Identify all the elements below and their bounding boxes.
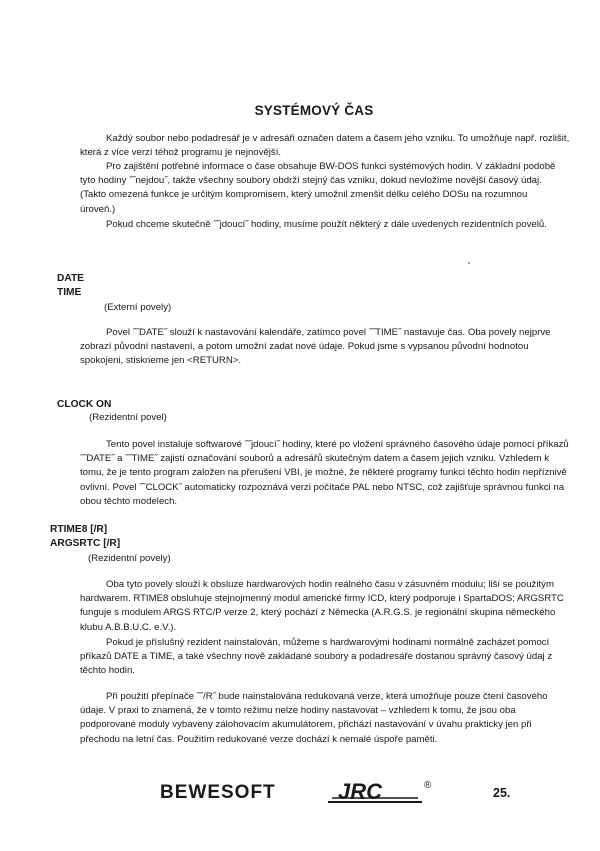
page-title: SYSTÉMOVÝ ČAS bbox=[254, 103, 374, 118]
jrc-logo-mark bbox=[326, 777, 436, 809]
jrc-logo-text: JRC bbox=[338, 779, 383, 804]
page-number: 25. bbox=[493, 786, 511, 800]
section-heading-argsrtc: ARGSRTC [/R] bbox=[50, 538, 121, 549]
section-note-resident-plural: (Rezidentní povely) bbox=[88, 553, 171, 564]
intro-paragraph-3: Pokud chceme skutečně ˝˝jdoucí˝ hodiny, musíme použít některý z dále uvedených rezidentních povelů. bbox=[106, 219, 547, 230]
section-note-resident: (Rezidentní povel) bbox=[89, 412, 167, 423]
clock-on-paragraph: Tento povel instaluje softwarové ˝˝jdoucí˝ hodiny, které po vložení správného časového údaje pomocí příkazů ˝˝DATE˝ a ˝˝TIME˝ zajistí označování souborů a adresářů skutečným datem a časem jejich vzniku. Vzhledem k tomu, že je tento program založen na přerušení VBI, je možné, že některé programy funkci těchto hodin nepříznivě ovlivní. Povel ˝˝CLOCK˝ automaticky rozpoznává verzi počítače PAL nebo NTSC, což zajišťuje správnou funkci na obou těchto modelech. bbox=[80, 439, 569, 507]
jrc-logo bbox=[326, 777, 436, 809]
date-time-paragraph: Povel ˝˝DATE˝ slouží k nastavování kalendáře, zatímco povel ˝˝TIME˝ nastavuje čas. Oba povely nejprve zobrazí původní nastavení, a potom umožní zadat nové údaje. Pokud jsme s vypsanou původní hodnotou spokojeni, stiskneme jen <RETURN>. bbox=[80, 327, 551, 367]
section-heading-clock-on: CLOCK ON bbox=[57, 399, 112, 410]
rtime-paragraph-2: Pokud je příslušný rezident nainstalován, můžeme s hardwarovými hodinami normálně zacházet pomocí příkazů DATE a TIME, a také všechny nově zakládané soubory a podadresáře dostanou správný časový údaj z těchto hodin. bbox=[80, 637, 553, 677]
bewesoft-logo: BEWESOFT bbox=[160, 782, 276, 803]
section-heading-time: TIME bbox=[57, 287, 82, 298]
intro-paragraph-1: Každý soubor nebo podadresář je v adresáři označen datem a časem jeho vzniku. To umožňuje např. rozlišit, která z více verzí téhož programu je nejnovější. bbox=[80, 133, 570, 159]
section-heading-rtime8: RTIME8 [/R] bbox=[50, 524, 108, 535]
scan-speck bbox=[468, 262, 470, 264]
rtime-paragraph-3: Při použití přepínače ˝˝/R˝ bude nainstalována redukovaná verze, která umožňuje pouze čtení časového údaje. V praxi to znamená, že v tomto režimu nelze hodiny nastavovat – vzhledem k tomu, že jsou oba podporované moduly vybaveny zálohovacím akumulátorem, přichází nastavování v úvahu prakticky jen při přechodu na letní čas. Použitím redukované verze dochází k nemalé úspoře paměti. bbox=[80, 691, 548, 745]
section-note-external: (Externí povely) bbox=[104, 302, 172, 313]
intro-paragraph-2: Pro zajištění potřebné informace o čase obsahuje BW-DOS funkci systémových hodin. V základní podobě tyto hodiny ˝˝nejdou˝, takže všechny soubory obdrží stejný čas vzniku, dokud nevložíme novější časový údaj. (Takto omezená funkce je určitým kompromisem, který umožnil zmenšit délku celého DOSu na rozumnou úroveň.) bbox=[80, 161, 556, 215]
rtime-paragraph-1: Oba tyto povely slouží k obsluze hardwarových hodin reálného času v zásuvném modulu; liší se použitým hardwarem. RTIME8 obsluhuje stejnojmenný modul americké firmy ICD, který podporuje i SpartaDOS; ARGSRTC funguje s modulem ARGS RTC/P verze 2, který pochází z Německa (A.R.G.S. je regionální skupina německého klubu A.B.B.U.C. e.V.). bbox=[80, 579, 564, 633]
registered-mark: ® bbox=[424, 780, 432, 791]
section-heading-date: DATE bbox=[57, 273, 84, 284]
